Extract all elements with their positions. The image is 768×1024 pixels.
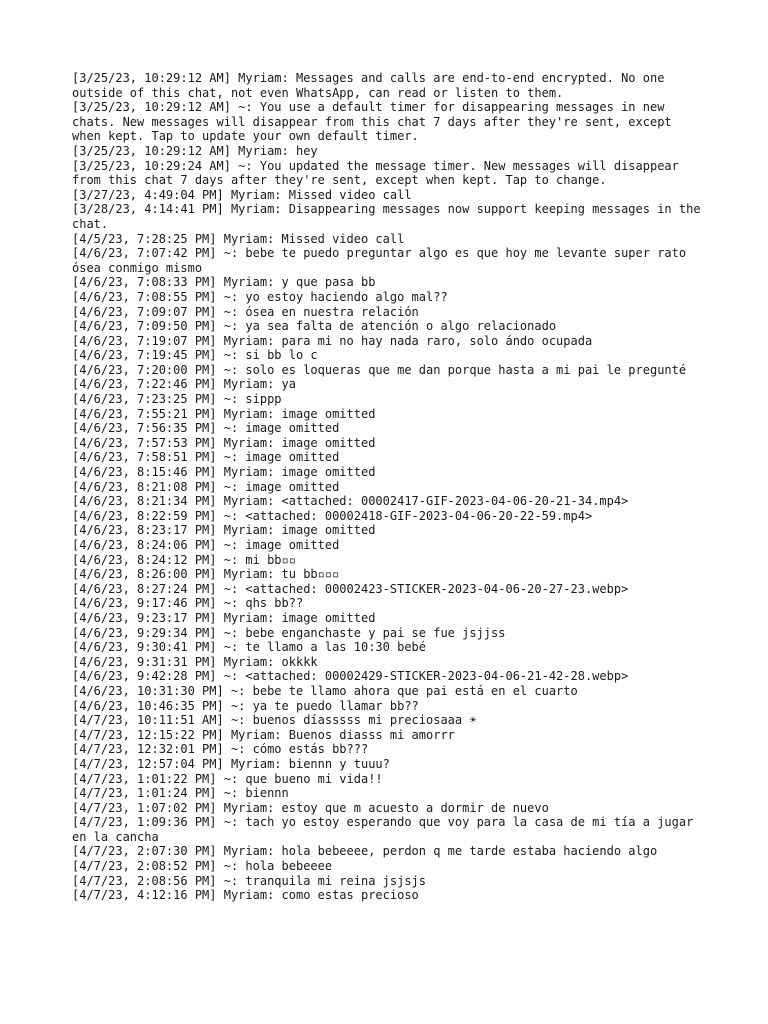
chat-line: [4/6/23, 7:08:55 PM] ~: yo estoy haciendo algo mal?? <box>72 289 448 304</box>
chat-line: [4/6/23, 8:27:24 PM] ~: <attached: 00002423-STICKER-2023-04-06-20-27-23.webp> <box>72 581 629 596</box>
chat-line: [4/6/23, 8:24:06 PM] ~: image omitted <box>72 538 340 552</box>
chat-line: [4/6/23, 7:55:21 PM] Myriam: image omitted <box>72 406 376 421</box>
chat-line: [4/6/23, 7:58:51 PM] ~: image omitted <box>72 450 340 465</box>
chat-line: [4/5/23, 7:28:25 PM] Myriam: Missed video call <box>72 231 405 246</box>
chat-line: [4/6/23, 7:56:35 PM] ~: image omitted <box>72 421 340 436</box>
chat-line: [3/25/23, 10:29:12 AM] Myriam: Messages and calls are end-to-end encrypted. No one outside of this chat, not even WhatsApp, can read or listen to them. <box>72 71 672 100</box>
chat-line: [4/7/23, 2:07:30 PM] Myriam: hola bebeeee, perdon q me tarde estaba haciendo algo <box>72 844 658 859</box>
chat-line: [4/6/23, 8:15:46 PM] Myriam: image omitted <box>72 465 376 480</box>
chat-line: [4/7/23, 1:07:02 PM] Myriam: estoy que m acuesto a dormir de nuevo <box>72 800 549 815</box>
transcript-lines <box>72 71 708 903</box>
chat-line: [4/6/23, 7:20:00 PM] ~: solo es loqueras que me dan porque hasta a mi pai le pregunté <box>72 362 687 377</box>
chat-line: [4/6/23, 7:09:50 PM] ~: ya sea falta de atención o algo relacionado <box>72 319 557 334</box>
chat-line: [4/6/23, 7:23:25 PM] ~: sippp <box>72 392 282 407</box>
chat-line: [4/6/23, 9:31:31 PM] Myriam: okkkk <box>72 654 318 669</box>
chat-line: [4/6/23, 8:24:12 PM] ~: mi bb▫▫ <box>72 552 296 567</box>
chat-transcript <box>72 71 708 903</box>
chat-line: [4/6/23, 7:07:42 PM] ~: bebe te puedo preguntar algo es que hoy me levante super rato ósea conmigo mismo <box>72 246 694 275</box>
chat-line: [4/6/23, 9:17:46 PM] ~: qhs bb?? <box>72 596 304 611</box>
chat-line: [4/7/23, 12:57:04 PM] Myriam: biennn y tuuu? <box>72 756 390 771</box>
chat-line: [4/6/23, 8:22:59 PM] ~: <attached: 00002418-GIF-2023-04-06-20-22-59.mp4> <box>72 508 593 523</box>
chat-line: [4/7/23, 12:32:01 PM] ~: cómo estás bb??? <box>72 742 369 757</box>
chat-line: [4/6/23, 9:23:17 PM] Myriam: image omitted <box>72 610 376 625</box>
chat-line: [4/6/23, 9:29:34 PM] ~: bebe enganchaste y pai se fue jsjjss <box>72 625 506 640</box>
chat-line: [4/6/23, 8:26:00 PM] Myriam: tu bb▫▫▫ <box>72 567 340 582</box>
chat-line: [4/6/23, 8:21:34 PM] Myriam: <attached: 00002417-GIF-2023-04-06-20-21-34.mp4> <box>72 494 629 509</box>
chat-line: [4/6/23, 7:57:53 PM] Myriam: image omitted <box>72 435 376 450</box>
chat-line: [4/6/23, 7:19:07 PM] Myriam: para mi no hay nada raro, solo ándo ocupada <box>72 333 593 348</box>
chat-line: [4/7/23, 4:12:16 PM] Myriam: como estas precioso <box>72 888 419 903</box>
chat-line: [4/7/23, 1:01:22 PM] ~: que bueno mi vida!! <box>72 771 383 786</box>
chat-line: [4/7/23, 2:08:56 PM] ~: tranquila mi reina jsjsjs <box>72 873 427 888</box>
chat-line: [3/28/23, 4:14:41 PM] Myriam: Disappearing messages now support keeping messages in the chat. <box>72 202 708 231</box>
chat-line: [3/25/23, 10:29:12 AM] ~: You use a default timer for disappearing messages in new chats. New messages will disappear from this chat 7 days after they're sent, except when kept. Tap to update your own default timer. <box>72 100 679 144</box>
chat-line: [4/6/23, 8:23:17 PM] Myriam: image omitted <box>72 523 376 538</box>
chat-line: [3/27/23, 4:49:04 PM] Myriam: Missed video call <box>72 187 412 202</box>
chat-line: [4/7/23, 10:11:51 AM] ~: buenos díasssss mi preciosaaa ☀ <box>72 713 477 728</box>
chat-line: [3/25/23, 10:29:12 AM] Myriam: hey <box>72 143 318 158</box>
chat-line: [4/6/23, 9:42:28 PM] ~: <attached: 00002429-STICKER-2023-04-06-21-42-28.webp> <box>72 669 629 684</box>
chat-line: [4/7/23, 1:01:24 PM] ~: biennn <box>72 786 289 801</box>
chat-line: [4/6/23, 10:46:35 PM] ~: ya te puedo llamar bb?? <box>72 698 419 713</box>
chat-line: [4/7/23, 12:15:22 PM] Myriam: Buenos diasss mi amorrr <box>72 727 455 742</box>
chat-line: [4/6/23, 7:09:07 PM] ~: ósea en nuestra relación <box>72 304 419 319</box>
chat-line: [4/7/23, 2:08:52 PM] ~: hola bebeeee <box>72 859 333 874</box>
chat-line: [4/6/23, 10:31:30 PM] ~: bebe te llamo ahora que pai está en el cuarto <box>72 683 578 698</box>
chat-line: [4/7/23, 1:09:36 PM] ~: tach yo estoy esperando que voy para la casa de mi tía a jugar en la cancha <box>72 815 701 844</box>
chat-line: [4/6/23, 9:30:41 PM] ~: te llamo a las 10:30 bebé <box>72 640 427 655</box>
chat-line: [4/6/23, 7:19:45 PM] ~: si bb lo c <box>72 348 318 363</box>
chat-line: [3/25/23, 10:29:24 AM] ~: You updated the message timer. New messages will disappear from this chat 7 days after they're sent, except when kept. Tap to change. <box>72 158 687 188</box>
chat-line: [4/6/23, 7:08:33 PM] Myriam: y que pasa bb <box>72 275 376 290</box>
chat-line: [4/6/23, 7:22:46 PM] Myriam: ya <box>72 377 296 392</box>
chat-line: [4/6/23, 8:21:08 PM] ~: image omitted <box>72 479 340 494</box>
